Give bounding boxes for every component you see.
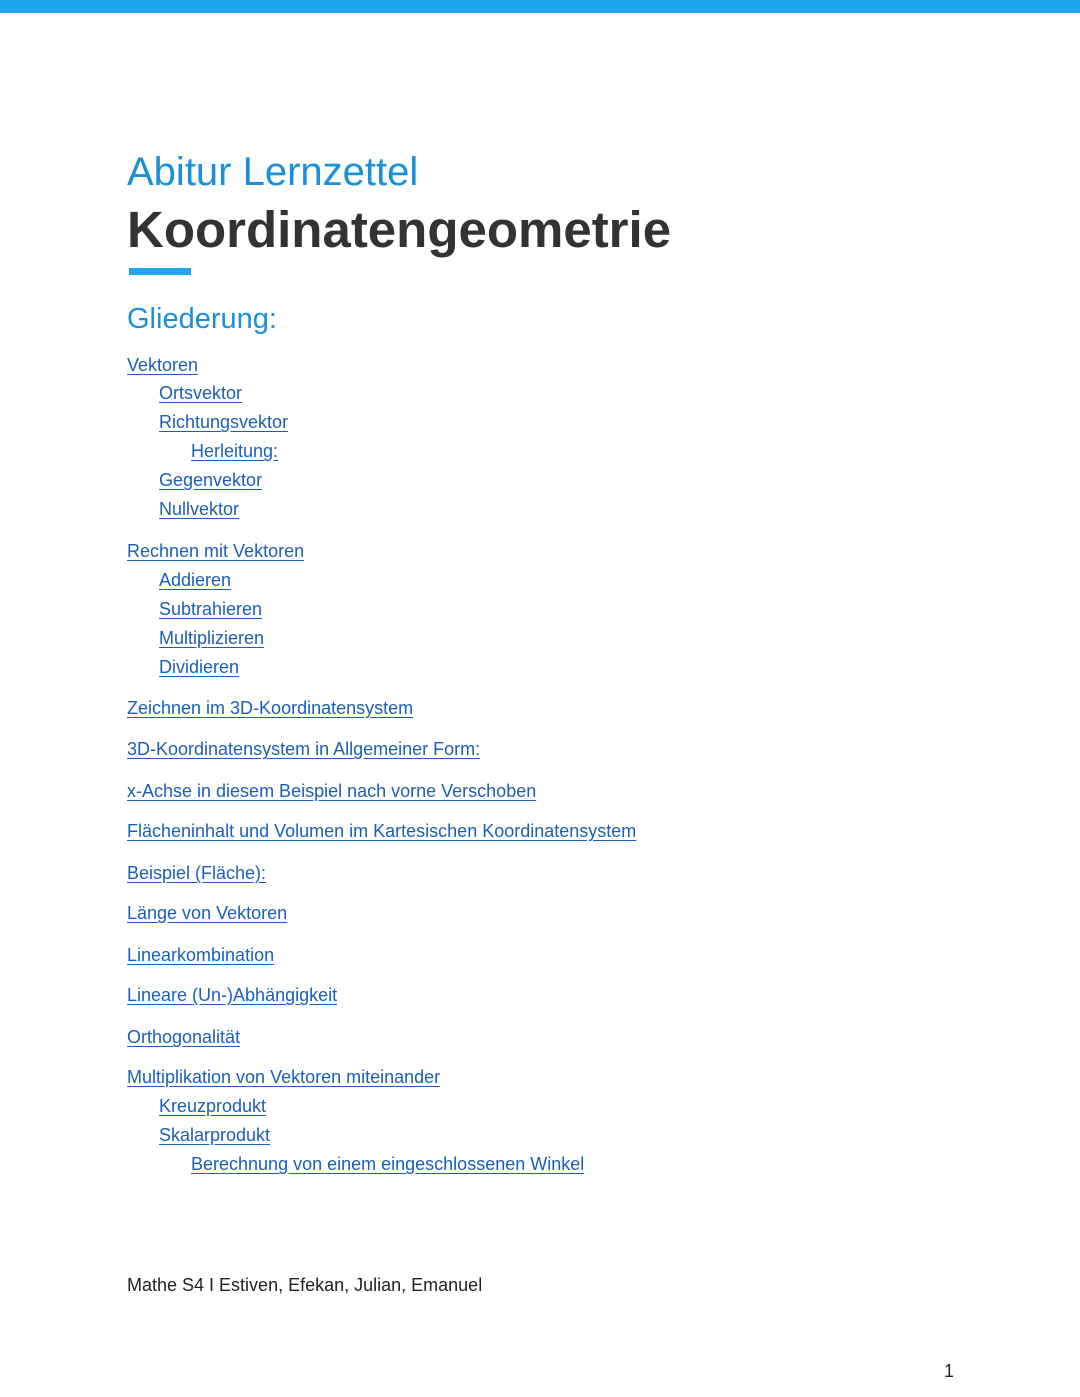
toc-link-skalarprodukt[interactable]: Skalarprodukt bbox=[159, 1125, 271, 1145]
toc-link-rechnen-mit-vektoren[interactable]: Rechnen mit Vektoren bbox=[127, 541, 305, 561]
toc-link-subtrahieren[interactable]: Subtrahieren bbox=[159, 599, 263, 619]
toc-link-orthogonalitaet[interactable]: Orthogonalität bbox=[127, 1027, 241, 1047]
toc-link-dividieren[interactable]: Dividieren bbox=[159, 657, 240, 677]
toc-link-multiplikation-von-vektoren[interactable]: Multiplikation von Vektoren miteinander bbox=[127, 1067, 441, 1087]
document-subtitle: Abitur Lernzettel bbox=[127, 150, 419, 194]
document-title: Koordinatengeometrie bbox=[127, 201, 672, 258]
toc-link-gegenvektor[interactable]: Gegenvektor bbox=[159, 470, 263, 490]
toc-link-nullvektor[interactable]: Nullvektor bbox=[159, 499, 240, 519]
toc-link-eingeschlossener-winkel[interactable]: Berechnung von einem eingeschlossenen Winkel bbox=[191, 1154, 585, 1174]
toc-link-kreuzprodukt[interactable]: Kreuzprodukt bbox=[159, 1096, 267, 1116]
toc-link-zeichnen-3d[interactable]: Zeichnen im 3D-Koordinatensystem bbox=[127, 698, 414, 718]
toc-link-multiplizieren[interactable]: Multiplizieren bbox=[159, 628, 265, 648]
toc-link-x-achse-verschoben[interactable]: x-Achse in diesem Beispiel nach vorne Verschoben bbox=[127, 781, 537, 801]
toc-link-herleitung[interactable]: Herleitung: bbox=[191, 441, 279, 461]
toc-link-laenge-von-vektoren[interactable]: Länge von Vektoren bbox=[127, 903, 288, 923]
toc-link-3d-allgemeine-form[interactable]: 3D-Koordinatensystem in Allgemeiner Form: bbox=[127, 739, 481, 759]
toc-link-flaecheninhalt-volumen[interactable]: Flächeninhalt und Volumen im Kartesischen Koordinatensystem bbox=[127, 821, 637, 841]
toc-link-linearkombination[interactable]: Linearkombination bbox=[127, 945, 275, 965]
toc-link-richtungsvektor[interactable]: Richtungsvektor bbox=[159, 412, 289, 432]
toc-link-addieren[interactable]: Addieren bbox=[159, 570, 232, 590]
toc-heading: Gliederung: bbox=[127, 303, 277, 335]
toc-link-vektoren[interactable]: Vektoren bbox=[127, 355, 199, 375]
toc-link-ortsvektor[interactable]: Ortsvektor bbox=[159, 383, 243, 403]
toc-link-lineare-abhaengigkeit[interactable]: Lineare (Un-)Abhängigkeit bbox=[127, 985, 338, 1005]
footer-authors: Mathe S4 I Estiven, Efekan, Julian, Emanuel bbox=[127, 1275, 483, 1295]
page-number: 1 bbox=[944, 1361, 955, 1381]
toc-link-beispiel-flaeche[interactable]: Beispiel (Fläche): bbox=[127, 863, 267, 883]
